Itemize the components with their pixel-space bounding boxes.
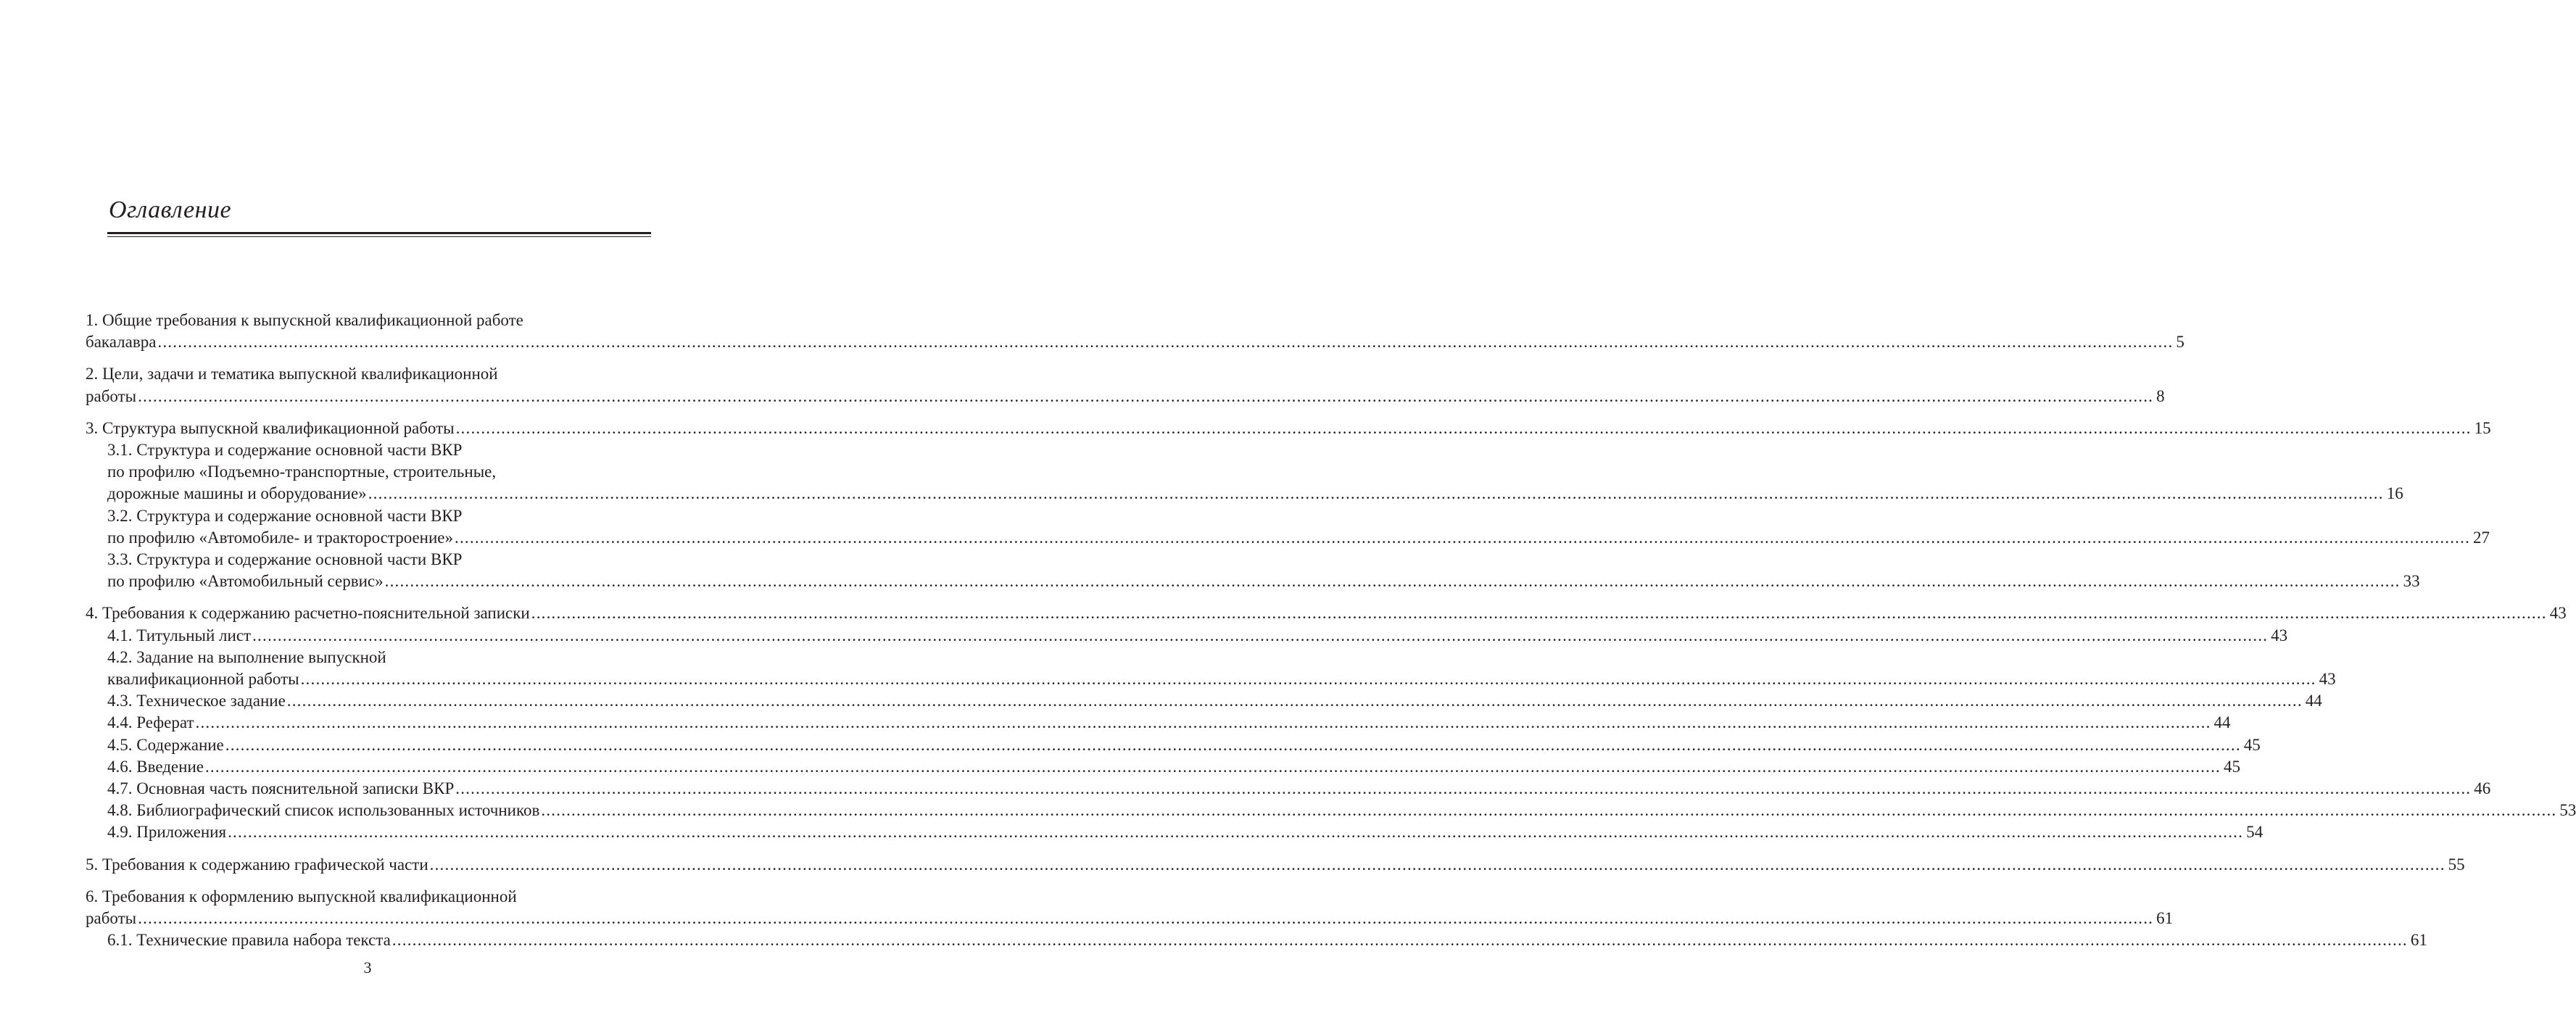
toc-entry-title: 4. Требования к содержанию расчетно-пояснительной записки — [86, 604, 530, 623]
toc-page-number: 45 — [2223, 757, 2240, 776]
toc-page-number: 27 — [2473, 528, 2490, 547]
toc-entry-title: 1. Общие требования к выпускной квалификационной работе — [86, 311, 523, 329]
toc-page-number: 45 — [2243, 735, 2261, 754]
toc-page-number: 54 — [2246, 823, 2264, 842]
toc-entry — [86, 439, 2403, 505]
toc-leader-dots: ................................................................................................................................................................................................................................................................................................................................................................................................................ — [252, 626, 2269, 644]
toc-leader-dots: ................................................................................................................................................................................................................................................................................................................................................................................................................ — [204, 757, 2221, 776]
toc-entry — [86, 647, 2336, 690]
contents-heading: Оглавление — [109, 196, 232, 223]
toc-line — [107, 571, 2420, 592]
toc-leader-dots: ................................................................................................................................................................................................................................................................................................................................................................................................................ — [300, 670, 2316, 689]
toc-page-number: 15 — [2474, 418, 2491, 437]
toc-line — [86, 331, 2184, 353]
toc-page-number: 16 — [2386, 484, 2403, 503]
toc-leader-dots: ................................................................................................................................................................................................................................................................................................................................................................................................................ — [541, 801, 2557, 820]
toc-line — [107, 929, 2427, 951]
toc-leader-dots: ................................................................................................................................................................................................................................................................................................................................................................................................................ — [157, 333, 2174, 352]
toc-leader-dots: ................................................................................................................................................................................................................................................................................................................................................................................................................ — [531, 604, 2547, 623]
toc-line — [86, 602, 2567, 624]
toc-line — [107, 821, 2264, 843]
heading-rule-thin — [107, 236, 651, 237]
toc-entry-title: дорожные машины и оборудование» — [107, 484, 367, 503]
toc-line — [107, 625, 2288, 647]
toc-entry-title: работы — [86, 386, 137, 405]
toc-entry-title: 4.6. Введение — [107, 757, 204, 776]
toc-line — [86, 908, 2174, 929]
toc-entry-title: 3. Структура выпускной квалификационной работы — [86, 418, 455, 437]
toc-leader-dots: ................................................................................................................................................................................................................................................................................................................................................................................................................ — [138, 909, 2154, 928]
toc-page-number: 53 — [2559, 801, 2576, 820]
toc-entry — [86, 854, 2465, 876]
toc-entry-title: 4.2. Задание на выполнение выпускной — [107, 647, 386, 666]
toc-leader-dots: ................................................................................................................................................................................................................................................................................................................................................................................................................ — [455, 528, 2471, 547]
toc-entry — [86, 505, 2490, 549]
toc-entry-title: 6.1. Технические правила набора текста — [107, 931, 391, 950]
toc-entry — [86, 418, 2491, 439]
toc-page-number: 43 — [2271, 626, 2288, 644]
toc-entry-title: 3.3. Структура и содержание основной части ВКР — [107, 550, 463, 569]
toc-line — [107, 712, 2231, 734]
heading-rule-thick — [107, 232, 651, 234]
toc-page-number: 44 — [2305, 692, 2322, 710]
toc-leader-dots: ................................................................................................................................................................................................................................................................................................................................................................................................................ — [392, 931, 2408, 950]
toc-entry — [86, 778, 2491, 800]
toc-page-number: 61 — [2156, 909, 2174, 928]
toc-entry — [86, 929, 2427, 951]
toc-line — [107, 668, 2336, 690]
toc-entry — [86, 734, 2261, 756]
toc-entry-title: 4.8. Библиографический список использованных источников — [107, 801, 540, 820]
toc-entry — [86, 821, 2264, 843]
toc-entry — [86, 549, 2420, 592]
toc-line — [107, 690, 2322, 712]
page-number: 3 — [363, 958, 372, 977]
toc-leader-dots: ................................................................................................................................................................................................................................................................................................................................................................................................................ — [228, 823, 2244, 842]
toc-leader-dots: ................................................................................................................................................................................................................................................................................................................................................................................................................ — [455, 418, 2472, 437]
toc-entry — [86, 602, 2567, 624]
toc-entry — [86, 712, 2231, 734]
toc-entry — [86, 625, 2288, 647]
toc-entry-title: по профилю «Подъемно-транспортные, строительные, — [107, 463, 497, 481]
toc-leader-dots: ................................................................................................................................................................................................................................................................................................................................................................................................................ — [429, 855, 2445, 874]
toc-page-number: 55 — [2448, 855, 2465, 874]
toc-page-number: 43 — [2319, 670, 2336, 689]
toc-entry-title: 4.4. Реферат — [107, 713, 194, 732]
toc-entry — [86, 310, 2184, 353]
table-of-contents — [86, 310, 2576, 951]
toc-entry-title: 3.1. Структура и содержание основной части ВКР — [107, 441, 463, 460]
toc-entry-title: 4.5. Содержание — [107, 735, 224, 754]
toc-entry-title: 6. Требования к оформлению выпускной квалификационной — [86, 887, 517, 905]
toc-page-number: 33 — [2403, 572, 2420, 591]
toc-entry-title: 4.1. Титульный лист — [107, 626, 252, 644]
toc-line — [86, 386, 2165, 407]
toc-entry-title: 3.2. Структура и содержание основной части ВКР — [107, 506, 463, 525]
toc-leader-dots: ................................................................................................................................................................................................................................................................................................................................................................................................................ — [225, 735, 2241, 754]
toc-leader-dots: ................................................................................................................................................................................................................................................................................................................................................................................................................ — [138, 386, 2154, 405]
toc-leader-dots: ................................................................................................................................................................................................................................................................................................................................................................................................................ — [195, 713, 2211, 732]
toc-leader-dots: ................................................................................................................................................................................................................................................................................................................................................................................................................ — [368, 484, 2384, 503]
toc-page-number: 8 — [2156, 386, 2165, 405]
toc-page-number: 46 — [2474, 779, 2491, 798]
toc-page-number: 44 — [2213, 713, 2231, 732]
toc-line — [107, 778, 2491, 800]
toc-line — [86, 418, 2491, 439]
toc-entry — [86, 690, 2322, 712]
toc-entry-title: 2. Цели, задачи и тематика выпускной квалификационной — [86, 365, 498, 384]
toc-line — [107, 483, 2403, 505]
toc-entry-title: 4.9. Приложения — [107, 823, 227, 842]
toc-entry-title: 5. Требования к содержанию графической части — [86, 855, 428, 874]
toc-entry — [86, 886, 2174, 929]
toc-line — [107, 527, 2490, 549]
toc-leader-dots: ................................................................................................................................................................................................................................................................................................................................................................................................................ — [384, 572, 2401, 591]
toc-page-number: 43 — [2549, 604, 2567, 623]
toc-entry-title: 4.3. Техническое задание — [107, 692, 286, 710]
toc-leader-dots: ................................................................................................................................................................................................................................................................................................................................................................................................................ — [286, 692, 2303, 710]
toc-page-number: 61 — [2410, 931, 2427, 950]
toc-entry — [86, 800, 2576, 821]
toc-entry — [86, 756, 2240, 778]
toc-line — [107, 734, 2261, 756]
toc-entry-title: по профилю «Автомобиле- и тракторостроение» — [107, 528, 454, 547]
toc-entry-title: по профилю «Автомобильный сервис» — [107, 572, 384, 591]
toc-leader-dots: ................................................................................................................................................................................................................................................................................................................................................................................................................ — [455, 779, 2472, 798]
toc-line — [86, 854, 2465, 876]
toc-entry-title: 4.7. Основная часть пояснительной записки ВКР — [107, 779, 455, 798]
toc-line — [107, 756, 2240, 778]
toc-entry — [86, 363, 2165, 407]
toc-entry-title: бакалавра — [86, 333, 157, 352]
toc-entry-title: работы — [86, 909, 137, 928]
toc-entry-title: квалификационной работы — [107, 670, 299, 689]
toc-line — [107, 800, 2576, 821]
toc-page-number: 5 — [2176, 333, 2184, 352]
